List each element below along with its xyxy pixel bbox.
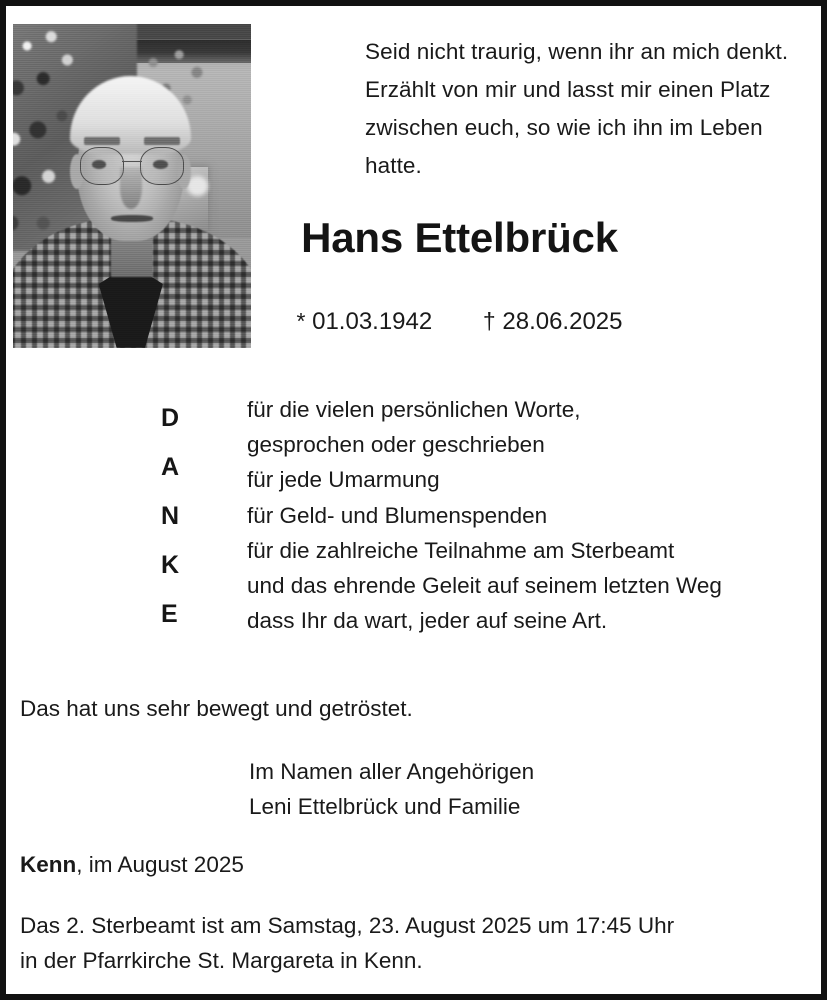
life-dates-inner <box>190 308 622 335</box>
danke-letter: K <box>161 551 180 579</box>
deceased-name-text: Hans Ettelbrück <box>301 214 618 261</box>
danke-section <box>6 392 821 662</box>
gratitude-statement: Das hat uns sehr bewegt und getröstet. <box>20 696 413 721</box>
memorial-service-info <box>20 908 810 978</box>
birth-date: 01.03.1942 <box>312 308 433 335</box>
danke-line: für die zahlreiche Teilnahme am Sterbeamt <box>247 537 675 563</box>
death-date: 28.06.2025 <box>502 308 623 335</box>
danke-acrostic-letters <box>161 394 201 639</box>
danke-letter: A <box>161 453 180 481</box>
danke-line: dass Ihr da wart, jeder auf seine Art. <box>247 608 608 634</box>
memorial-verse: Seid nicht traurig, wenn ihr an mich denkt. Erzählt von mir und lasst mir einen Platz zwischen euch, so wie ich ihn im Leben hatte. <box>365 39 789 178</box>
header-area <box>6 6 821 358</box>
deceased-name <box>6 214 807 262</box>
danke-line: und das ehrende Geleit auf seinem letzten Weg <box>247 573 722 599</box>
signature-line-1: Im Namen aller Angehörigen <box>249 759 535 784</box>
place-and-date <box>20 850 244 880</box>
death-cross-icon: † <box>482 308 496 334</box>
birth-star-icon: * <box>296 308 306 334</box>
danke-letter: N <box>161 502 180 530</box>
family-signature <box>249 754 534 824</box>
place-date-suffix: , im August 2025 <box>76 852 244 877</box>
danke-thanks-lines <box>247 392 807 638</box>
danke-line: für jede Umarmung <box>247 467 440 493</box>
service-line-2: in der Pfarrkirche St. Margareta in Kenn. <box>20 948 423 973</box>
service-line-1: Das 2. Sterbeamt ist am Samstag, 23. August 2025 um 17:45 Uhr <box>20 913 675 938</box>
danke-line: für Geld- und Blumenspenden <box>247 502 548 528</box>
notice-inner <box>6 6 821 994</box>
photo-grain <box>13 24 251 348</box>
place-name: Kenn <box>20 852 77 877</box>
death-date-group <box>483 308 623 335</box>
birth-date-group <box>296 308 438 335</box>
portrait-photo <box>13 24 251 348</box>
danke-letter: E <box>161 600 178 628</box>
danke-line: für die vielen persönlichen Worte, <box>247 397 581 422</box>
danke-line: gesprochen oder geschrieben <box>247 432 545 458</box>
danke-letter: D <box>161 404 180 432</box>
life-dates <box>6 308 807 336</box>
signature-line-2: Leni Ettelbrück und Familie <box>249 794 521 819</box>
